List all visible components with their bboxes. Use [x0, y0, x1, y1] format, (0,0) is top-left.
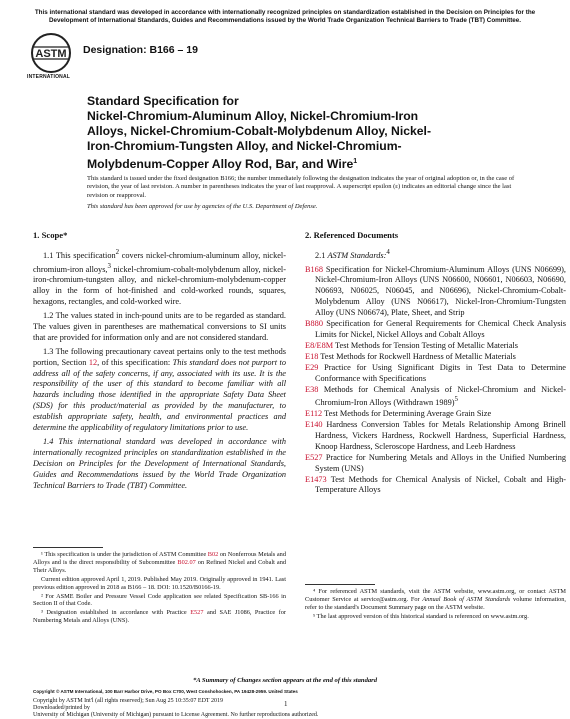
banner-line-1: This international standard was developed in accordance with internationally recognized principles on standardization established in the Decision on Principles for the — [34, 9, 536, 16]
scope-paragraph-1.4: 1.4 This international standard was developed in accordance with internationally recognized principles on standardization established in the Decision on Principles for the Development of International Standards, Guides and Recommendations issued by the World Trade Organization Technical Barriers to Trade (TBT) Committee. — [33, 436, 286, 490]
copyright-line: Copyright © ASTM International, 100 Barr Harbor Drive, PO Box C700, West Conshohocken, PA 19428-2959. United States — [33, 689, 298, 694]
reference-item — [305, 453, 566, 475]
title-line-5: Molybdenum-Copper Alloy Rod, Bar, and Wire — [87, 157, 354, 172]
reference-item — [305, 352, 566, 363]
scope-paragraph-1.2: 1.2 The values stated in inch-pound units are to be regarded as standard. The values given in parentheses are mathematical conversions to SI units that are provided for information only and are not considered standard. — [33, 310, 286, 342]
download-line-3: University of Michigan (University of Michigan) pursuant to License Agreement. No further reproductions authorized. — [33, 712, 319, 718]
reference-item — [305, 385, 566, 410]
tbt-banner — [28, 9, 542, 25]
scope-heading: 1. Scope* — [33, 230, 68, 240]
title-line-1: Standard Specification for — [87, 94, 239, 108]
reference-code-link[interactable]: E140 — [305, 420, 323, 430]
footnote-1: ¹ This specification is under the jurisdiction of ASTM Committee B02 on Nonferrous Metals and Alloys and is the direct responsibility of Subcommittee B02.07 on Refined Nickel and Cobalt and Their Alloys. — [33, 551, 286, 574]
reference-code-link[interactable]: B168 — [305, 264, 323, 274]
left-column — [33, 230, 286, 494]
title-footnote-mark: 1 — [353, 158, 358, 165]
reference-item — [305, 319, 566, 341]
reference-code-link[interactable]: E29 — [305, 362, 319, 372]
footnotes-left — [33, 551, 286, 626]
reference-title: Test Methods for Chemical Analysis of Nickel, Cobalt and High-Temperature Alloys — [315, 474, 566, 495]
footnotes-right — [305, 588, 566, 622]
title-line-4: Iron-Chromium-Tungsten Alloy, and Nickel-Chromium- — [87, 139, 402, 153]
footnote-3: ³ Designation established in accordance with Practice E527 and SAE J1086, Practice for Numbering Metals and Alloys (UNS). — [33, 609, 286, 625]
page-number: 1 — [284, 700, 288, 708]
subcommittee-b02.07-link[interactable]: B02.07 — [177, 558, 196, 566]
summary-of-changes-note: *A Summary of Changes section appears at the end of this standard — [192, 677, 378, 684]
e527-link[interactable]: E527 — [190, 609, 204, 617]
reference-list — [305, 265, 566, 497]
reference-title: Practice for Using Significant Digits in Test Data to Determine Conformance with Specifications — [315, 362, 566, 383]
footnote-2: ² For ASME Boiler and Pressure Vessel Code application see related Specification SB-166 in Section II of that Code. — [33, 592, 286, 608]
reference-title: Practice for Numbering Metals and Alloys in the Unified Numbering System (UNS) — [315, 452, 566, 473]
reference-item — [305, 420, 566, 453]
issuance-note: This standard is issued under the fixed designation B166; the number immediately following the designation indicates the year of original adoption or, in the case of revision, the year of last revision. A number in parentheses indicates the year of last reapproval. A superscript epsilon (ε) indicates an editorial change since the last revision or reapproval. — [87, 175, 515, 199]
download-line-2: Downloaded/printed by — [33, 705, 90, 711]
footnote-5: ⁵ The last approved version of this historical standard is referenced on www.astm.org. — [313, 612, 529, 620]
right-column — [305, 230, 566, 496]
reference-code-link[interactable]: E112 — [305, 409, 323, 419]
title-line-3: Alloys, Nickel-Chromium-Cobalt-Molybdenum Alloy, Nickel- — [87, 124, 431, 138]
scope-paragraph-1.1: 1.1 This specification$^2$ covers nickel-chromium-aluminum alloy, nickel-chromium-iron alloys,$^3$ nickel-chromium-cobalt-molybdenum alloy, nickel-iron-chromium-tungsten alloy, and nickel-chromium-molybdenum-copper alloy in the form of hot-finished and cold-worked rounds, squares, hexagons, rectangles, and cold-worked wire. — [33, 248, 286, 307]
reference-title: Hardness Conversion Tables for Metals Relationship Among Brinell Hardness, Vickers Hardness, Rockwell Hardness, Superficial Hardness, Knoop Hardness, Scleroscope Hardness, and Leeb Hardness — [315, 420, 566, 451]
referenced-documents-heading: 2. Referenced Documents — [305, 230, 399, 240]
reference-code-link[interactable]: B880 — [305, 319, 323, 329]
footnote-rule-right — [305, 584, 375, 585]
footnote-rule-left — [33, 547, 103, 548]
footnote-1-edition: Current edition approved April 1, 2019. Published May 2019. Originally approved in 1941. Last previous edition approved in 2018 as B166 – 18. DOI: 10.1520/B0166-19. — [33, 575, 286, 591]
reference-item — [305, 409, 566, 420]
reference-code-link[interactable]: E527 — [305, 452, 323, 462]
reference-title: Test Methods for Determining Average Grain Size — [322, 409, 492, 419]
download-info — [33, 698, 318, 719]
reference-code-link[interactable]: E8/E8M — [305, 340, 334, 350]
astm-standards-subheading: 2.1 ASTM Standards:$^4$ — [315, 248, 390, 260]
title-line-2: Nickel-Chromium-Aluminum Alloy, Nickel-Chromium-Iron — [87, 109, 419, 123]
committee-b02-link[interactable]: B02 — [207, 551, 219, 558]
logo-subtext: INTERNATIONAL — [27, 74, 71, 80]
section-12-link[interactable]: 12 — [88, 357, 98, 367]
reference-title: Test Methods for Tension Testing of Metallic Materials — [333, 340, 519, 350]
footnote-4: ⁴ For referenced ASTM standards, visit the ASTM website, www.astm.org, or contact ASTM Customer Service at service@astm.org. For Annual Book of ASTM Standards volume information, refer to the standard's Document Summary page on the ASTM website. — [305, 588, 566, 611]
designation: Designation: B166 – 19 — [83, 44, 198, 56]
reference-title: Specification for Nickel-Chromium-Aluminum Alloys (UNS N06699), Nickel-Chromium-Iron Alloys (UNS N06600, N06601, N06603, N06690, N06693, N06025, N06045, and N06696), Nickel-Chromium-Cobalt-Molybdenum Alloy (UNS N06617), Nickel-Iron-Chromium-Tungsten Alloy (UNS N06674), Plate, Sheet, and Strip — [315, 264, 566, 318]
reference-title: Test Methods for Rockwell Hardness of Metallic Materials — [318, 351, 516, 361]
reference-title: Methods for Chemical Analysis of Nickel-Chromium and Nickel-Chromium-Iron Alloys (Withdrawn 1989) — [315, 384, 566, 408]
reference-title: Specification for General Requirements for Chemical Check Analysis Limits for Nickel, Nickel Alloys and Cobalt Alloys — [315, 319, 566, 340]
reference-code-link[interactable]: E1473 — [305, 474, 327, 484]
dod-note: This standard has been approved for use by agencies of the U.S. Department of Defense. — [87, 203, 318, 210]
banner-line-2: Development of International Standards, Guides and Recommendations issued by the World Trade Organization Technical Barriers to Trade (TBT) Committee. — [48, 17, 522, 24]
download-line-1: Copyright by ASTM Int'l (all rights reserved); Sun Aug 25 10:35:07 EDT 2019 — [33, 698, 223, 704]
reference-item — [305, 265, 566, 320]
reference-item — [305, 363, 566, 385]
astm-logo-icon — [30, 32, 72, 74]
reference-item — [305, 475, 566, 497]
reference-code-link[interactable]: E18 — [305, 351, 319, 361]
scope-paragraph-1.3: 1.3 The following precautionary caveat pertains only to the test methods portion, Section 12, of this specification: This standard does not purport to address all of the safety concerns, if any, associated with its use. It is the responsibility of the user of this standard to become familiar with all hazards including those identified in the appropriate Safety Data Sheet (SDS) for this product/material as provided by the manufacturer, to establish appropriate safety, health, and environmental practices and determine the applicability of regulatory limitations prior to use. — [33, 346, 286, 433]
reference-code-link[interactable]: E38 — [305, 384, 319, 394]
reference-item — [305, 341, 566, 352]
logo-text: ASTM — [35, 48, 67, 60]
page-title — [87, 94, 527, 172]
reference-footnote-mark: 5 — [454, 396, 458, 404]
